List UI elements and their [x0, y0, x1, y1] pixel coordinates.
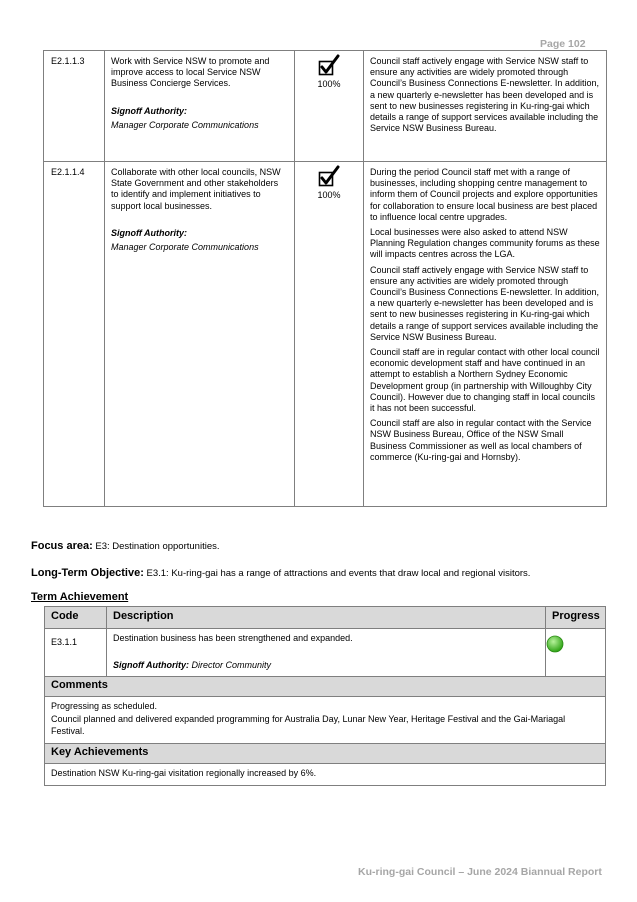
- actions-table: [43, 50, 607, 507]
- term-achievement-heading: Term Achievement: [31, 591, 129, 603]
- column-header-code: Code: [45, 607, 107, 629]
- report-footer: Ku-ring-gai Council – June 2024 Biannual Report: [358, 866, 602, 878]
- progress-percent: 100%: [317, 79, 341, 89]
- key-achievements-row: [45, 764, 606, 786]
- key-achievements-cell: [45, 764, 606, 786]
- table-row: [44, 51, 607, 162]
- action-comments-cell: [364, 51, 607, 162]
- signoff-role: Director Community: [191, 660, 272, 671]
- comment-paragraph: Local businesses were also asked to attend NSW Planning Regulation changes community forums as these will impacts centres across the LGA.: [370, 227, 600, 260]
- long-term-objective: [31, 567, 530, 579]
- long-term-objective-value: E3.1: Ku-ring-gai has a range of attractions and events that draw local and regional visitors.: [146, 568, 531, 579]
- signoff-label: Signoff Authority:: [113, 660, 189, 671]
- signoff-role: Manager Corporate Communications: [111, 242, 259, 253]
- action-status-cell: [295, 162, 364, 507]
- table-header-row: [45, 607, 606, 629]
- comments-row: [45, 696, 606, 743]
- term-achievement-table: [44, 606, 606, 786]
- progress-percent: 100%: [317, 190, 341, 200]
- focus-area-value: E3: Destination opportunities.: [95, 541, 220, 552]
- achievement-code: E3.1.1: [45, 629, 107, 677]
- key-achievement-item: Destination NSW Ku-ring-gai visitation regionally increased by 6%.: [51, 768, 317, 779]
- page-number: Page 102: [540, 38, 586, 50]
- comment-paragraph: Council staff are also in regular contact with the Service NSW Business Bureau, Office of the NSW Small Business Commissioner as well as local chambers of commerce (Ku-ring-gai and Hornsby).: [370, 418, 592, 462]
- long-term-objective-label: Long-Term Objective:: [31, 567, 144, 579]
- column-header-description: Description: [107, 607, 546, 629]
- checkmark-icon: [317, 54, 341, 78]
- progress-cell: [546, 629, 606, 677]
- comments-cell: [45, 696, 606, 743]
- action-description-cell: [105, 162, 295, 507]
- action-comments-cell: [364, 162, 607, 507]
- table-row: [45, 629, 606, 677]
- key-achievements-header-row: [45, 744, 606, 764]
- table-row: [44, 162, 607, 507]
- achievement-description-cell: [107, 629, 546, 677]
- action-description: Collaborate with other local councils, NSW State Government and other stakeholders to identify and implement initiatives to support local businesses.: [111, 167, 281, 211]
- signoff-role: Manager Corporate Communications: [111, 119, 259, 130]
- action-code: E2.1.1.3: [44, 51, 105, 162]
- key-achievements-heading: Key Achievements: [45, 744, 606, 764]
- comment-paragraph: Council planned and delivered expanded programming for Australia Day, Lunar New Year, Heritage Festival and the Gai-Mariagal Festival.: [51, 714, 566, 736]
- focus-area-label: Focus area:: [31, 540, 93, 552]
- action-description: Work with Service NSW to promote and improve access to local Service NSW Business Concierge Services.: [111, 56, 270, 89]
- checkmark-icon: [317, 165, 341, 189]
- comment-paragraph: Council staff actively engage with Service NSW staff to ensure any activities are widely promoted through Council’s Business Connections E-newsletter. In addition, a new quarterly e-newsletter has been developed and is sent to new businesses registering in Ku-ring-gai which details a range of support services available including the Service NSW Business Bureau.: [370, 56, 599, 134]
- comment-paragraph: Council staff are in regular contact with other local council economic development staff and have continued in an attempt to establish a Northern Sydney Economic Development group (in partnership with Willoughby City Council). However due to changing staff in local councils it has not been successful.: [370, 347, 600, 414]
- action-description-cell: [105, 51, 295, 162]
- signoff: [113, 660, 539, 671]
- signoff-label: Signoff Authority:: [111, 105, 187, 116]
- action-code: E2.1.1.4: [44, 162, 105, 507]
- comment-paragraph: Council staff actively engage with Service NSW staff to ensure any activities are widely promoted through Council’s Business Connections E-newsletter. In addition, a new quarterly e-newsletter has been developed and is sent to new businesses registering in Ku-ring-gai which details a range of support services available including the Service NSW Business Bureau.: [370, 264, 599, 342]
- comments-header-row: [45, 676, 606, 696]
- comments-heading: Comments: [45, 676, 606, 696]
- column-header-progress: Progress: [546, 607, 606, 629]
- focus-area: [31, 540, 220, 552]
- achievement-description: Destination business has been strengthened and expanded.: [113, 633, 353, 643]
- action-status-cell: [295, 51, 364, 162]
- signoff-label: Signoff Authority:: [111, 227, 187, 238]
- status-green-dot-icon: [546, 635, 564, 653]
- comment-paragraph: Progressing as scheduled.: [51, 700, 158, 711]
- comment-paragraph: During the period Council staff met with a range of businesses, including shopping centre management to inform them of Council projects and explore opportunities for collaboration to ensure local business are best placed to influence local centre upgrades.: [370, 167, 598, 222]
